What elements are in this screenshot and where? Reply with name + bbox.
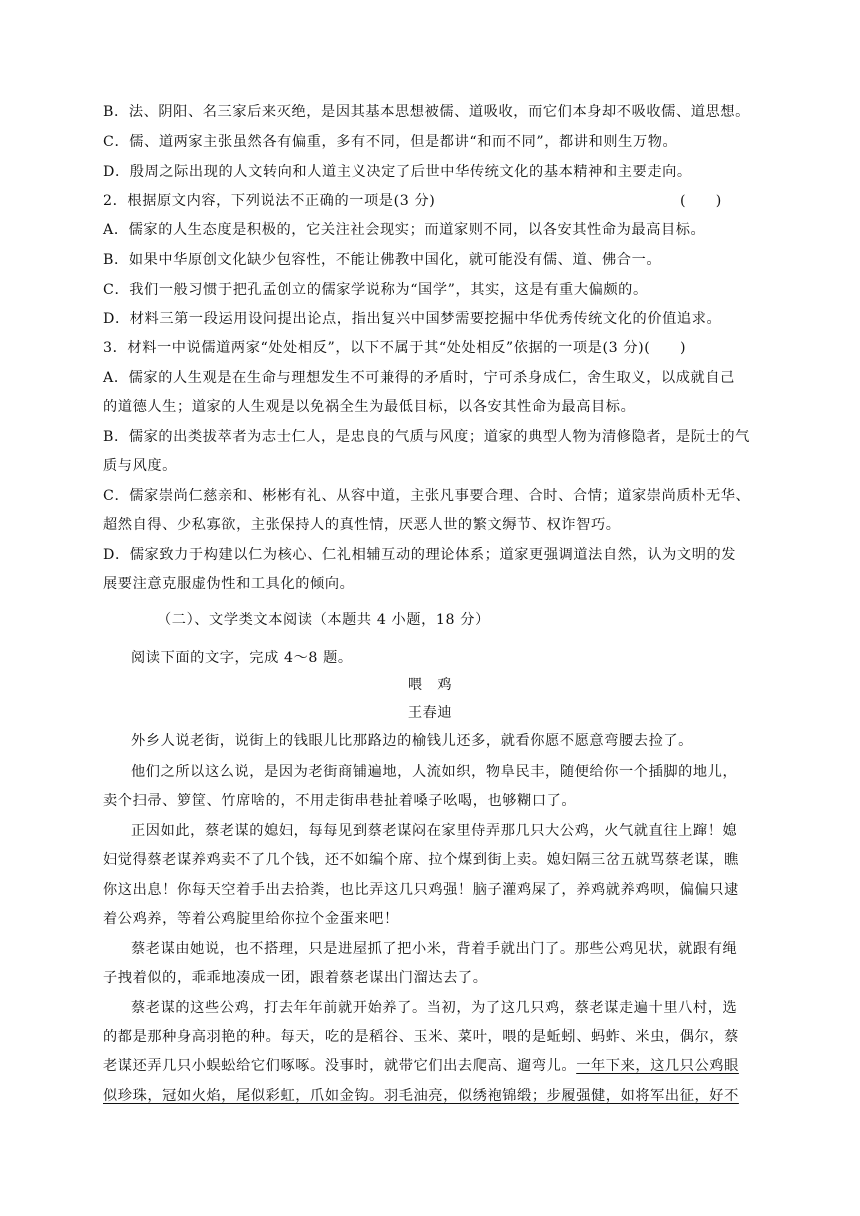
story-title: 喂 鸡 (407, 677, 453, 693)
q3-option-d-line2: 展要注意克服虚伪性和工具化的倾向。 (103, 576, 355, 592)
q2-option-b: B．如果中华原创文化缺少包容性，不能让佛教中国化，就可能没有儒、道、佛合一。 (103, 252, 662, 268)
q2-stem-text: 2．根据原文内容，下列说法不正确的一项是(3 分) (103, 193, 436, 209)
q3-option-d-line1: D．儒家致力于构建以仁为核心、仁礼相辅互动的理论体系；道家更强调道法自然，认为文明的发 (103, 547, 737, 563)
paragraph-4-line2: 子拽着似的，乖乖地凑成一团，跟着蔡老谋出门溜达去了。 (103, 970, 488, 986)
paragraph-3-line3: 你这出息！你每天空着手出去拾粪，也比弄这几只鸡强！脑子灌鸡屎了，养鸡就养鸡呗，偏偏只逮 (103, 882, 739, 898)
q2-stem (103, 191, 722, 211)
paragraph-2-line1: 他们之所以这么说，是因为老街商铺遍地，人流如织，物阜民丰，随便给你一个插脚的地儿， (131, 764, 738, 780)
q2-answer-blank: ( ) (680, 193, 722, 209)
q2-option-d: D．材料三第一段运用设问提出论点，指出复兴中国梦需要挖掘中华优秀传统文化的价值追求。 (103, 311, 722, 327)
paragraph-5-line1: 蔡老谋的这些公鸡，打去年年前就开始养了。当初，为了这几只鸡，蔡老谋走遍十里八村，选 (131, 1000, 738, 1016)
instruction: 阅读下面的文字，完成 4～8 题。 (131, 650, 353, 666)
paragraph-5-line3-text: 老谋还弄几只小蜈蚣给它们啄啄。没事时，就带它们出去爬高、遛弯儿。 (103, 1058, 577, 1074)
paragraph-5-line2: 的都是那种身高羽艳的种。每天，吃的是稻谷、玉米、菜叶，喂的是蚯蚓、蚂蚱、米虫，偶尔，蔡 (103, 1029, 739, 1045)
q1-option-b: B．法、阴阳、名三家后来灭绝，是因其基本思想被儒、道吸收，而它们本身却不吸收儒、道思想。 (103, 104, 750, 120)
paragraph-2-line2: 卖个扫帚、箩筐、竹席啥的，不用走街串巷扯着嗓子吆喝，也够糊口了。 (103, 793, 577, 809)
paragraph-1: 外乡人说老街，说街上的钱眼儿比那路边的榆钱儿还多，就看你愿不愿意弯腰去捡了。 (131, 733, 693, 749)
paragraph-3-line2: 妇觉得蔡老谋养鸡卖不了几个钱，还不如编个席、拉个煤到街上卖。媳妇隔三岔五就骂蔡老谋，瞧 (103, 852, 739, 868)
q1-option-d: D．殷周之际出现的人文转向和人道主义决定了后世中华传统文化的基本精神和主要走向。 (103, 164, 692, 180)
q3-option-a-line2: 的道德人生；道家的人生观是以免祸全生为最低目标，以各安其性命为最高目标。 (103, 399, 636, 415)
paragraph-5-line3 (103, 1056, 739, 1076)
paragraph-5-line4-underlined: 似珍珠，冠如火焰，尾似彩虹，爪如金钩。羽毛油亮，似绣袍锦缎；步履强健，如将军出征，好不 (103, 1088, 739, 1104)
q1-option-c: C．儒、道两家主张虽然各有偏重，多有不同，但是都讲“和而不同”，都讲和则生万物。 (103, 134, 678, 150)
q3-option-b-line2: 质与风度。 (103, 458, 177, 474)
underlined-passage: 一年下来，这几只公鸡眼 (576, 1058, 739, 1074)
paragraph-3-line4: 着公鸡养，等着公鸡腚里给你拉个金蛋来吧！ (103, 911, 399, 927)
q2-option-a: A．儒家的人生态度是积极的，它关注社会现实；而道家则不同，以各安其性命为最高目标。 (103, 222, 706, 238)
q3-option-a-line1: A．儒家的人生观是在生命与理想发生不可兼得的矛盾时，宁可杀身成仁，舍生取义，以成就自己 (103, 370, 735, 386)
q3-option-b-line1: B．儒家的出类拔萃者为志士仁人，是忠良的气质与风度；道家的典型人物为清修隐者，是阮士的气 (103, 429, 750, 445)
q2-option-c: C．我们一般习惯于把孔孟创立的儒家学说称为“国学”，其实，这是有重大偏颇的。 (103, 282, 648, 298)
paragraph-3-line1: 正因如此，蔡老谋的媳妇，每每见到蔡老谋闷在家里侍弄那几只大公鸡，火气就直往上蹿！媳 (131, 823, 738, 839)
paragraph-4-line1: 蔡老谋由她说，也不搭理，只是进屋抓了把小米，背着手就出门了。那些公鸡见状，就跟有绳 (131, 941, 738, 957)
story-author: 王春迪 (407, 705, 453, 721)
q3-stem: 3．材料一中说儒道两家“处处相反”，以下不属于其“处处相反”依据的一项是(3 分)( ) (103, 340, 687, 356)
section-title: （二）、文学类文本阅读（本题共 4 小题，18 分） (157, 612, 490, 628)
q3-option-c-line1: C．儒家崇尚仁慈亲和、彬彬有礼、从容中道，主张凡事要合理、合时、合情；道家崇尚质朴无华、 (103, 488, 751, 504)
q3-option-c-line2: 超然自得、少私寡欲，主张保持人的真性情，厌恶人世的繁文缛节、权诈智巧。 (103, 517, 621, 533)
